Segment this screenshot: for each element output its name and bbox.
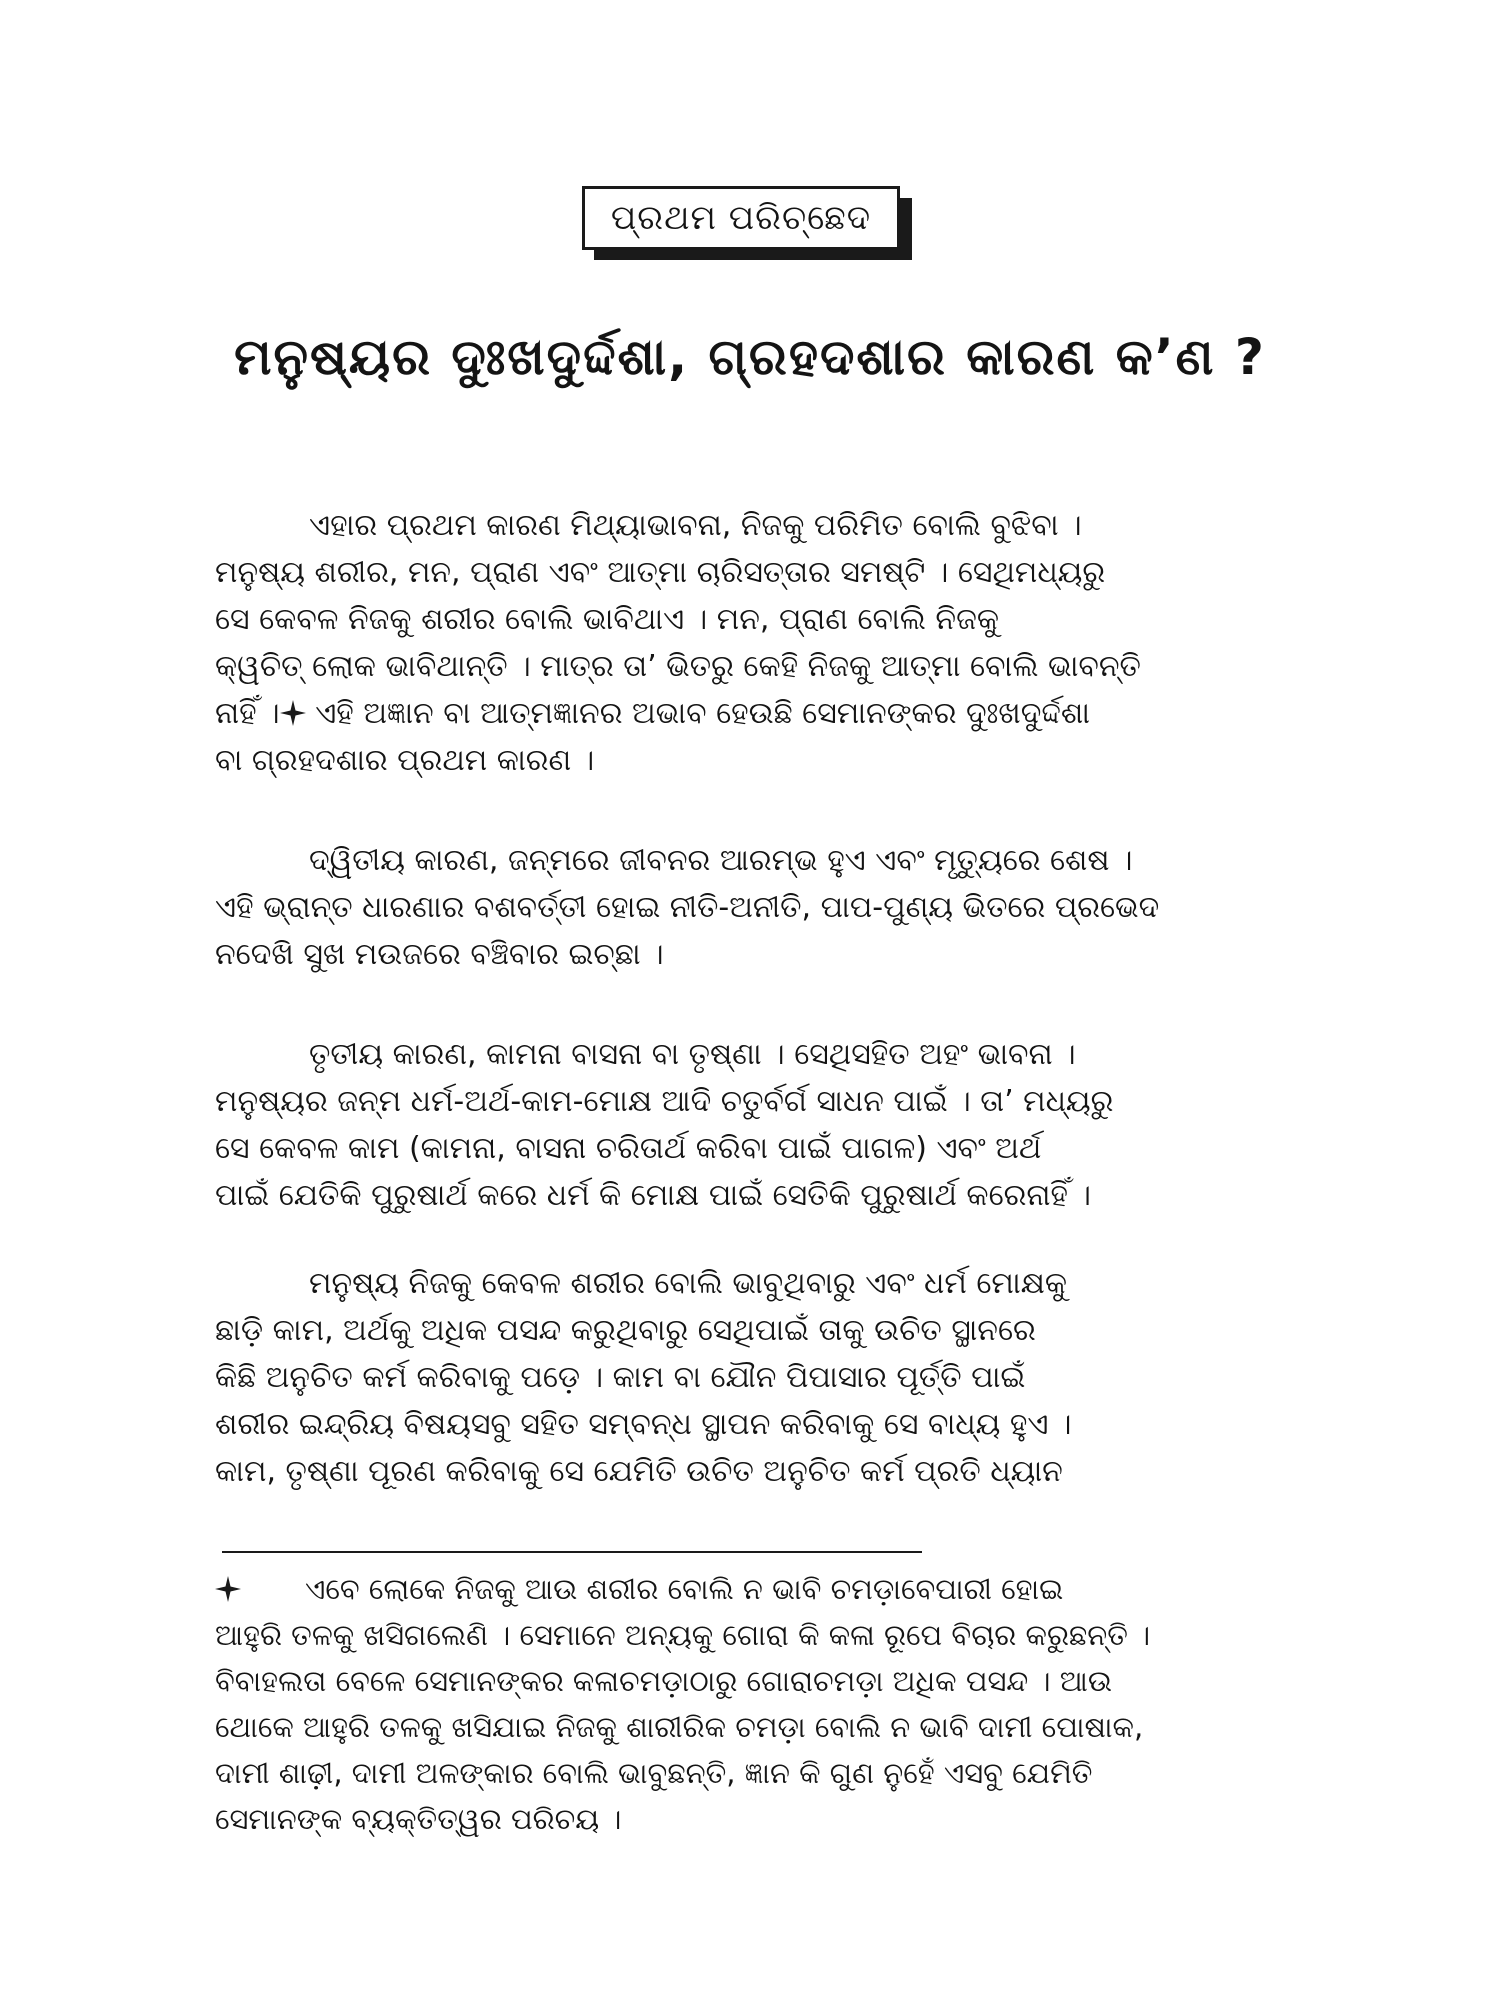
text-line: କିଛି ଅନୁଚିତ କର୍ମ କରିବାକୁ ପଡ଼େ । କାମ ବା ଯୌନ ପିପାସାର ପୂର୍ତ୍ତି ପାଇଁ xyxy=(215,1360,1026,1395)
paragraph-4 xyxy=(215,1260,1265,1495)
paragraph-1 xyxy=(215,502,1265,784)
footnote-line: ଆହୁରି ତଳକୁ ଖସିଗଲେଣି । ସେମାନେ ଅନ୍ୟକୁ ଗୋରା କି କଳା ରୂପେ ବିଚାର କରୁଛନ୍ତି । xyxy=(215,1618,1151,1652)
footnote xyxy=(215,1566,1265,1842)
text-line: ଦ୍ୱିତୀୟ କାରଣ, ଜନ୍ମରେ ଜୀବନର ଆରମ୍ଭ ହୁଏ ଏବଂ ମୃତ୍ୟୁରେ ଶେଷ । xyxy=(309,843,1133,878)
text-line: କାମ, ତୃଷ୍ଣା ପୂରଣ କରିବାକୁ ସେ ଯେମିତି ଉଚିତ ଅନୁଚିତ କର୍ମ ପ୍ରତି ଧ୍ୟାନ xyxy=(215,1454,1063,1489)
text-line: ଏହି ଭ୍ରାନ୍ତ ଧାରଣାର ବଶବର୍ତ୍ତୀ ହୋଇ ନୀତି-ଅନୀତି, ପାପ-ପୁଣ୍ୟ ଭିତରେ ପ୍ରଭେଦ xyxy=(215,890,1160,925)
text-line: ମନୁଷ୍ୟର ଜନ୍ମ ଧର୍ମ-ଅର୍ଥ-କାମ-ମୋକ୍ଷ ଆଦି ଚତୁର୍ବର୍ଗ ସାଧନ ପାଇଁ । ତା’ ମଧ୍ୟରୁ xyxy=(215,1084,1114,1119)
text-line: ନଦେଖି ସୁଖ ମଉଜରେ ବଞ୍ଚିବାର ଇଚ୍ଛା । xyxy=(215,937,664,972)
footnote-line: ଥୋକେ ଆହୁରି ତଳକୁ ଖସିଯାଇ ନିଜକୁ ଶାରୀରିକ ଚମଡ଼ା ବୋଲି ନ ଭାବି ଦାମୀ ପୋଷାକ, xyxy=(215,1710,1144,1744)
text-line: ବା ଗ୍ରହଦଶାର ପ୍ରଥମ କାରଣ । xyxy=(215,743,595,778)
text-line: ଶରୀର ଇନ୍ଦ୍ରିୟ ବିଷୟସବୁ ସହିତ ସମ୍ବନ୍ଧ ସ୍ଥାପନ କରିବାକୁ ସେ ବାଧ୍ୟ ହୁଏ । xyxy=(215,1407,1072,1442)
chapter-heading: ପ୍ରଥମ ପରିଚ୍ଛେଦ xyxy=(582,186,900,250)
chapter-heading-box xyxy=(582,186,912,260)
four-point-star-icon xyxy=(215,1576,241,1602)
text-line: ମନୁଷ୍ୟ ଶରୀର, ମନ, ପ୍ରାଣ ଏବଂ ଆତ୍ମା ଚାରିସତ୍ତାର ସମଷ୍ଟି । ସେଥିମଧ୍ୟରୁ xyxy=(215,555,1106,590)
text-line: ଛାଡ଼ି କାମ, ଅର୍ଥକୁ ଅଧିକ ପସନ୍ଦ କରୁଥିବାରୁ ସେଥିପାଇଁ ତାକୁ ଉଚିତ ସ୍ଥାନରେ xyxy=(215,1313,1036,1348)
text-line: ଏହାର ପ୍ରଥମ କାରଣ ମିଥ୍ୟାଭାବନା, ନିଜକୁ ପରିମିତ ବୋଲି ବୁଝିବା । xyxy=(309,508,1082,543)
text-line: ମନୁଷ୍ୟ ନିଜକୁ କେବଳ ଶରୀର ବୋଲି ଭାବୁଥିବାରୁ ଏବଂ ଧର୍ମ ମୋକ୍ଷକୁ xyxy=(309,1266,1068,1301)
text-line xyxy=(215,690,1265,737)
text-segment: ନାହିଁ । xyxy=(215,696,280,731)
page-title: ମନୁଷ୍ୟର ଦୁଃଖଦୁର୍ଦ୍ଦଶା, ଗ୍ରହଦଶାର କାରଣ କ’ଣ ? xyxy=(234,328,1266,386)
text-line: ତୃତୀୟ କାରଣ, କାମନା ବାସନା ବା ତୃଷ୍ଣା । ସେଥିସହିତ ଅହଂ ଭାବନା । xyxy=(309,1037,1076,1072)
four-point-star-icon xyxy=(280,700,306,726)
paragraph-2 xyxy=(215,837,1265,978)
footnote-line: ସେମାନଙ୍କ ବ୍ୟକ୍ତିତ୍ୱର ପରିଚୟ । xyxy=(215,1802,622,1836)
text-line: ସେ କେବଳ କାମ (କାମନା, ବାସନା ଚରିତାର୍ଥ କରିବା ପାଇଁ ପାଗଳ) ଏବଂ ଅର୍ଥ xyxy=(215,1131,1042,1166)
text-line: ପାଇଁ ଯେତିକି ପୁରୁଷାର୍ଥ କରେ ଧର୍ମ କି ମୋକ୍ଷ ପାଇଁ ସେତିକି ପୁରୁଷାର୍ଥ କରେନାହିଁ । xyxy=(215,1178,1092,1213)
footnote-line: ବିବାହଲତା ବେଳେ ସେମାନଙ୍କର କଳାଚମଡ଼ାଠାରୁ ଗୋରାଚମଡ଼ା ଅଧିକ ପସନ୍ଦ । ଆଉ xyxy=(215,1664,1112,1698)
text-segment: ଏବେ ଲୋକେ ନିଜକୁ ଆଉ ଶରୀର ବୋଲି ନ ଭାବି ଚମଡ଼ାବେପାରୀ ହୋଇ xyxy=(305,1572,1064,1606)
footnote-divider xyxy=(222,1551,922,1553)
paragraph-3 xyxy=(215,1031,1265,1219)
footnote-line: ଦାମୀ ଶାଢ଼ୀ, ଦାମୀ ଅଳଙ୍କାର ବୋଲି ଭାବୁଛନ୍ତି, ଜ୍ଞାନ କି ଗୁଣ ନୁହେଁ ଏସବୁ ଯେମିତି xyxy=(215,1756,1093,1790)
text-segment: ଏହି ଅଜ୍ଞାନ ବା ଆତ୍ମଜ୍ଞାନର ଅଭାବ ହେଉଛି ସେମାନଙ୍କର ଦୁଃଖଦୁର୍ଦ୍ଦଶା xyxy=(315,696,1091,731)
footnote-line xyxy=(215,1566,1265,1612)
text-line: ସେ କେବଳ ନିଜକୁ ଶରୀର ବୋଲି ଭାବିଥାଏ । ମନ, ପ୍ରାଣ ବୋଲି ନିଜକୁ xyxy=(215,602,1000,637)
text-line: କ୍ୱଚିତ୍ ଲୋକ ଭାବିଥାନ୍ତି । ମାତ୍ର ତା’ ଭିତରୁ କେହି ନିଜକୁ ଆତ୍ମା ବୋଲି ଭାବନ୍ତି xyxy=(215,649,1141,684)
